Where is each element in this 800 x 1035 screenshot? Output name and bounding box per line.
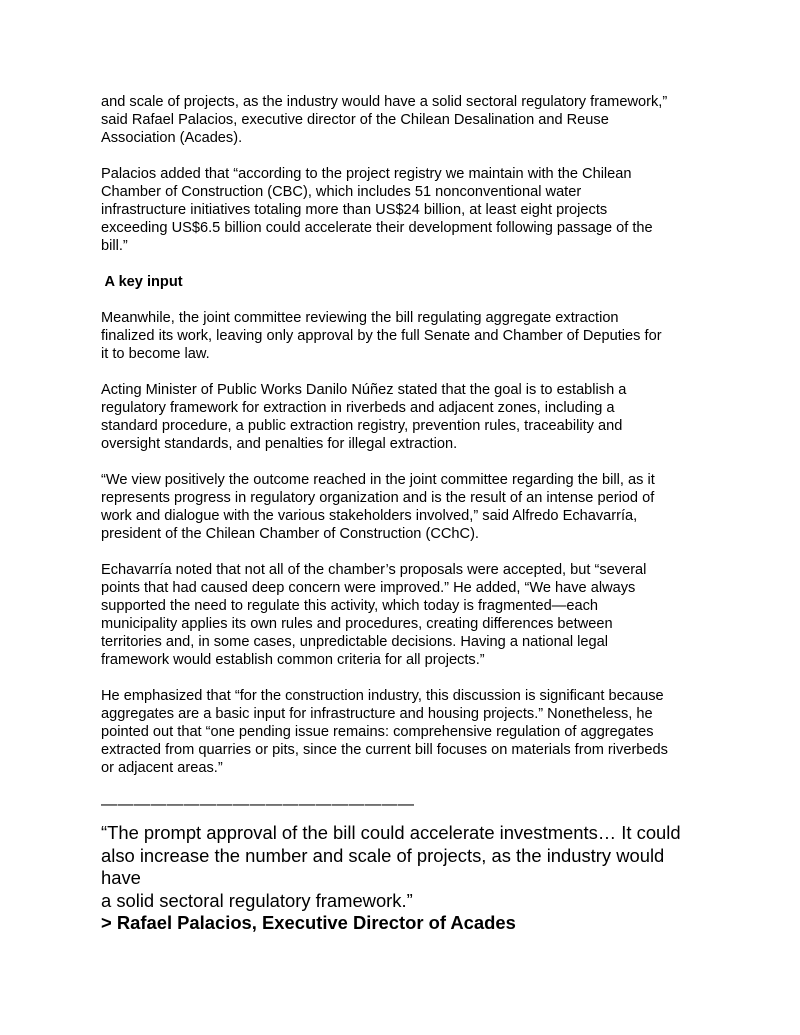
pull-quote-attribution: > Rafael Palacios, Executive Director of Acades [101,912,516,933]
divider-line: ——————————————————— [101,796,415,813]
paragraph-echavarria-noted: Echavarría noted that not all of the chamber’s proposals were accepted, but “several points that had caused deep concern were improved.” He added, “We have always supported the need to regulate this activity, which today is fragmented—each municipality applies its own rules and procedures, creating differences between territories and, in some cases, unpredictable decisions. Having a national legal framework would establish common criteria for all projects.” [101,562,647,668]
article-body [101,93,705,935]
paragraph-industry-significance: He emphasized that “for the construction industry, this discussion is significant because aggregates are a basic input for infrastructure and housing projects.” Nonetheless, he pointed out that “one pending issue remains: comprehensive regulation of aggregates extracted from quarries or pits, since the current bill focuses on materials from riverbeds or adjacent areas.” [101,688,668,776]
paragraph-minister-statement: Acting Minister of Public Works Danilo Núñez stated that the goal is to establish a regulatory framework for extraction in riverbeds and adjacent zones, including a standard procedure, a public extraction registry, prevention rules, traceability and oversight standards, and penalties for illegal extraction. [101,382,627,452]
paragraph-echavarria-quote: “We view positively the outcome reached in the joint committee regarding the bill, as it represents progress in regulatory organization and is the result of an intense period of work and dialogue with the various stakeholders involved,” said Alfredo Echavarría, president of the Chilean Chamber of Construction (CChC). [101,472,655,542]
paragraph-joint-committee: Meanwhile, the joint committee reviewing the bill regulating aggregate extraction finalized its work, leaving only approval by the full Senate and Chamber of Deputies for it to become law. [101,310,662,362]
paragraph-continuation: and scale of projects, as the industry would have a solid sectoral regulatory framework,” said Rafael Palacios, executive director of the Chilean Desalination and Reuse Association (Acades). [101,94,668,146]
paragraph-palacios-registry: Palacios added that “according to the project registry we maintain with the Chilean Chamber of Construction (CBC), which includes 51 nonconventional water infrastructure initiatives totaling more than US$24 billion, at least eight projects exceeding US$6.5 billion could accelerate their development following passage of the bill.” [101,166,653,254]
section-heading: A key input [101,274,183,290]
pull-quote: “The prompt approval of the bill could accelerate investments… It could also increase the number and scale of projects, as the industry would have a solid sectoral regulatory framework.” [101,822,681,911]
